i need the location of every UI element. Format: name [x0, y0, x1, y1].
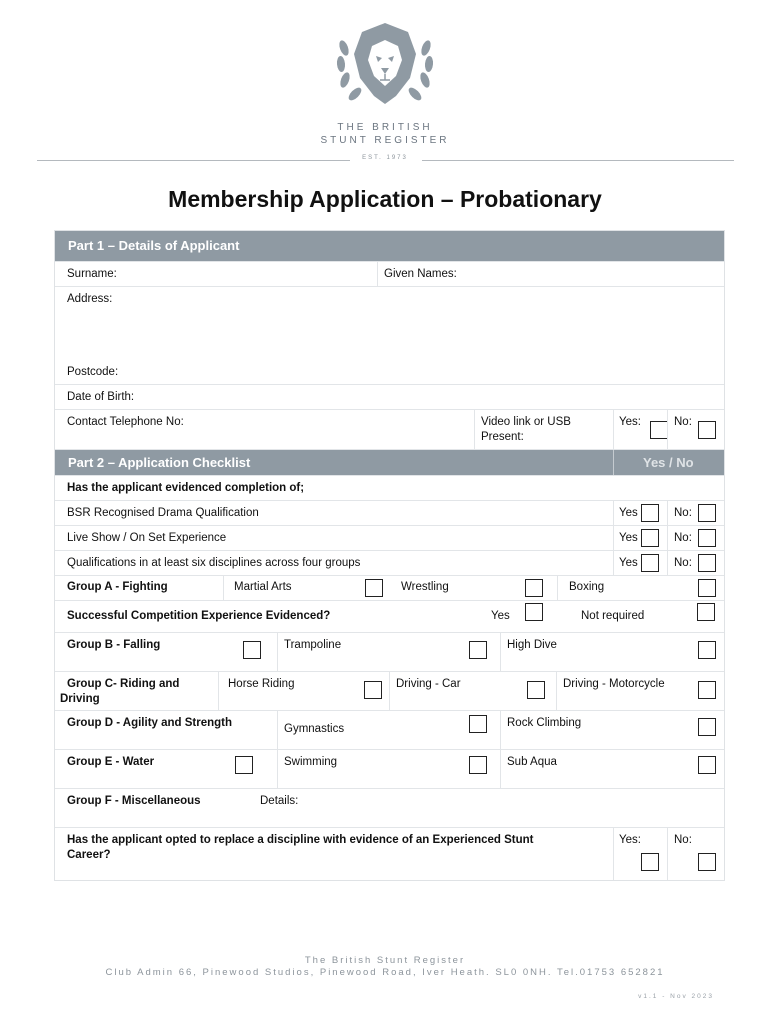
sub-aqua-checkbox[interactable]: [698, 756, 716, 774]
group-f-row[interactable]: [55, 789, 724, 828]
not-required-checkbox[interactable]: [697, 603, 715, 621]
given-names-cell[interactable]: [377, 262, 457, 286]
logo: [0, 18, 770, 113]
org-name-line2: STUNT REGISTER: [320, 135, 450, 146]
sub-aqua-cell: [500, 750, 557, 788]
sub-aqua-label: Sub Aqua: [507, 756, 557, 768]
part2-title: Part 2 – Application Checklist: [68, 455, 251, 470]
horse-riding-checkbox[interactable]: [364, 681, 382, 699]
replace-yes-label: Yes:: [619, 834, 641, 846]
checklist-no-cell: [667, 526, 692, 550]
high-dive-label: High Dive: [507, 639, 557, 651]
gymnastics-label: Gymnastics: [284, 723, 345, 735]
boxing-cell: [557, 576, 605, 600]
group-e-label: Group E - Water: [67, 756, 155, 768]
row-contact: [55, 410, 724, 450]
checklist-row: [55, 526, 724, 551]
yes-no-header-cell: [613, 450, 694, 475]
competition-row: [55, 601, 724, 633]
yes-no-header: Yes / No: [643, 455, 694, 470]
swimming-label: Swimming: [284, 756, 338, 768]
postcode-label: Postcode:: [67, 366, 119, 378]
group-e-checkbox[interactable]: [235, 756, 253, 774]
boxing-checkbox[interactable]: [698, 579, 716, 597]
driving-car-label: Driving - Car: [396, 678, 461, 690]
application-form: [54, 230, 725, 881]
dob-label: Date of Birth:: [67, 391, 135, 403]
org-name-line1: THE BRITISH: [337, 122, 433, 133]
evidenced-label: Has the applicant evidenced completion of;: [67, 482, 305, 494]
group-c-label-line2: Driving: [60, 693, 100, 705]
surname-label: Surname:: [67, 268, 117, 280]
checklist-no-label: No:: [674, 532, 692, 544]
replace-no-label: No:: [674, 834, 692, 846]
video-yes-cell: [613, 410, 641, 449]
group-d-label: Group D - Agility and Strength: [67, 717, 233, 729]
driving-motorcycle-checkbox[interactable]: [698, 681, 716, 699]
group-a-label: Group A - Fighting: [67, 581, 168, 593]
checklist-no-label: No:: [674, 507, 692, 519]
rock-climbing-checkbox[interactable]: [698, 718, 716, 736]
video-yes-checkbox[interactable]: [650, 421, 668, 439]
est-year: EST. 1973: [362, 155, 408, 161]
trampoline-label: Trampoline: [284, 639, 342, 651]
driving-car-cell: [389, 672, 461, 710]
swimming-checkbox[interactable]: [469, 756, 487, 774]
group-f-label: Group F - Miscellaneous: [67, 795, 201, 807]
part1-title: Part 1 – Details of Applicant: [68, 238, 240, 253]
phone-label: Contact Telephone No:: [67, 416, 184, 428]
boxing-label: Boxing: [569, 581, 605, 593]
lion-crest-icon: [330, 18, 440, 113]
checklist-yes-checkbox[interactable]: [641, 504, 659, 522]
row-address[interactable]: [55, 287, 724, 385]
checklist-yes-label: Yes: [619, 532, 638, 544]
trampoline-cell: [277, 633, 342, 671]
rock-climbing-cell: [500, 711, 582, 749]
checklist-yes-checkbox[interactable]: [641, 554, 659, 572]
part1-header: [55, 231, 724, 262]
checklist-item-label: BSR Recognised Drama Qualification: [67, 507, 259, 519]
trampoline-checkbox[interactable]: [469, 641, 487, 659]
video-yes-label: Yes:: [619, 416, 641, 428]
replace-yes-cell: [613, 828, 641, 880]
wrestling-label: Wrestling: [401, 581, 449, 593]
replace-no-checkbox[interactable]: [698, 853, 716, 871]
group-b-checkbox[interactable]: [243, 641, 261, 659]
rock-climbing-label: Rock Climbing: [507, 717, 582, 729]
checklist-yes-checkbox[interactable]: [641, 529, 659, 547]
replace-question-line1: Has the applicant opted to replace a discipline with evidence of an Experienced Stunt: [67, 834, 534, 846]
driving-motorcycle-cell: [556, 672, 665, 710]
checklist-no-checkbox[interactable]: [698, 554, 716, 572]
checklist-no-cell: [667, 551, 692, 575]
gymnastics-cell: [277, 711, 345, 749]
competition-yes-label: Yes: [491, 610, 510, 622]
version-label: v1.1 - Nov 2023: [638, 993, 714, 1000]
checklist-row: [55, 501, 724, 526]
row-evidenced: [55, 476, 724, 501]
replace-no-cell: [667, 828, 692, 880]
video-label-line1: Video link or USB: [481, 416, 571, 428]
replace-row: [55, 828, 724, 880]
driving-car-checkbox[interactable]: [527, 681, 545, 699]
checklist-no-label: No:: [674, 557, 692, 569]
checklist-no-checkbox[interactable]: [698, 504, 716, 522]
page-title: Membership Application – Probationary: [168, 186, 602, 212]
competition-yes-checkbox[interactable]: [525, 603, 543, 621]
checklist-yes-cell: [613, 526, 638, 550]
footer-org: The British Stunt Register: [304, 955, 466, 966]
replace-question-line2: Career?: [67, 849, 111, 861]
row-dob[interactable]: [55, 385, 724, 410]
footer-address: Club Admin 66, Pinewood Studios, Pinewood Road, Iver Heath. SL0 0NH. Tel.01753 652821: [105, 967, 665, 978]
horse-riding-label: Horse Riding: [228, 678, 295, 690]
martial-arts-cell: [223, 576, 292, 600]
checklist-yes-label: Yes: [619, 507, 638, 519]
video-label-line2: Present:: [481, 431, 524, 443]
competition-label: Successful Competition Experience Evidenced?: [67, 610, 331, 622]
video-no-label: No:: [674, 416, 692, 428]
checklist-row: [55, 551, 724, 576]
row-name: [55, 262, 724, 287]
checklist-item-label: Live Show / On Set Experience: [67, 532, 227, 544]
group-b-label: Group B - Falling: [67, 639, 161, 651]
checklist-yes-cell: [613, 551, 638, 575]
replace-yes-checkbox[interactable]: [641, 853, 659, 871]
group-e-row: [55, 750, 724, 789]
high-dive-cell: [500, 633, 557, 671]
video-cell: [474, 410, 571, 449]
swimming-cell: [277, 750, 338, 788]
group-d-row: [55, 711, 724, 750]
wrestling-checkbox[interactable]: [525, 579, 543, 597]
high-dive-checkbox[interactable]: [698, 641, 716, 659]
group-a-row: [55, 576, 724, 601]
address-label: Address:: [67, 293, 113, 305]
group-b-row: [55, 633, 724, 672]
checklist-item-label: Qualifications in at least six disciplines across four groups: [67, 557, 361, 569]
not-required-label: Not required: [581, 610, 645, 622]
checklist-no-checkbox[interactable]: [698, 529, 716, 547]
video-no-cell: [667, 410, 692, 449]
checklist-yes-cell: [613, 501, 638, 525]
checklist-yes-label: Yes: [619, 557, 638, 569]
group-c-label-line1: Group C- Riding and: [67, 678, 180, 690]
gymnastics-checkbox[interactable]: [469, 715, 487, 733]
given-names-label: Given Names:: [384, 268, 457, 280]
checklist-no-cell: [667, 501, 692, 525]
horse-riding-cell: [218, 672, 295, 710]
martial-arts-checkbox[interactable]: [365, 579, 383, 597]
group-f-details-label: Details:: [260, 795, 299, 807]
video-no-checkbox[interactable]: [698, 421, 716, 439]
part2-header: [55, 450, 724, 476]
driving-motorcycle-label: Driving - Motorcycle: [563, 678, 665, 690]
group-c-row: [55, 672, 724, 711]
martial-arts-label: Martial Arts: [234, 581, 292, 593]
